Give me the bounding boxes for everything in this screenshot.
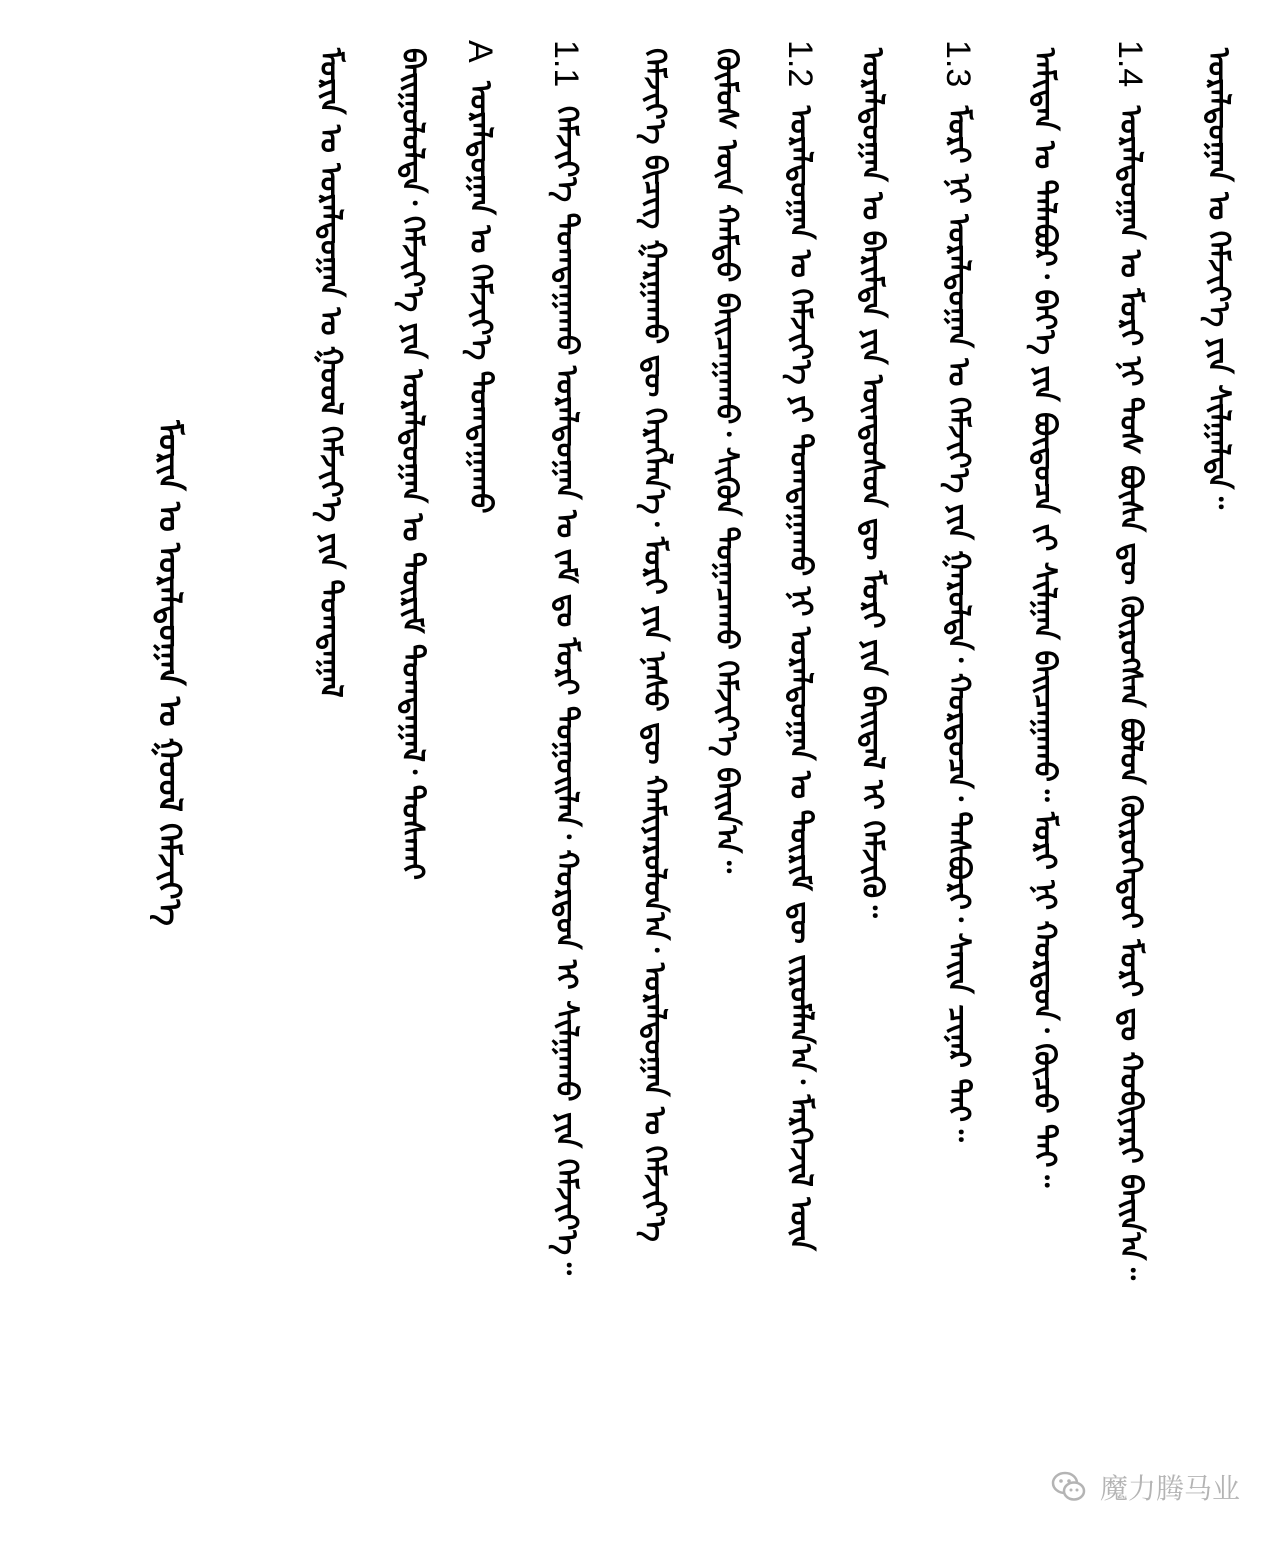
paragraph-text: ᠬᠡᠮᠵᠢᠶ᠎ᠡ ᠲᠣᠭᠲᠠᠭᠠᠬᠤ ᠤᠷᠠᠯᠳᠤᠭᠠᠨ ᠤ ᠵᠠᠮ ᠳᠤ ᠮᠣᠷᠢ ᠳᠤᠭᠤᠢᠯᠠᠨ᠂ ᠬᠤᠷᠳᠤᠨ ᠢ ᠰᠢᠯᠭᠠᠬᠤ ᠶᠢᠨ ᠬᠡᠮᠵᠢᠶ᠎ᠡ᠃ bbox=[549, 105, 584, 1275]
paragraph-column bbox=[1024, 40, 1064, 1520]
wechat-icon bbox=[1050, 1468, 1088, 1506]
paragraph-text: ᠪᠠᠢᠭᠤᠯᠤᠯᠲᠠ᠂ ᠬᠡᠮᠵᠢᠶ᠎ᠡ ᠶᠢᠨ ᠤᠷᠠᠯᠳᠤᠭᠠᠨ ᠤ ᠳᠦᠷᠢᠮ ᠲᠣᠭᠲᠠᠭᠠᠯ᠂ ᠲᠤᠰᠬᠠᠢ bbox=[395, 48, 430, 880]
watermark bbox=[1050, 1462, 1240, 1512]
paragraph-text: ᠤᠷᠠᠯᠳᠤᠭᠠᠨ ᠤ ᠬᠡᠮᠵᠢᠶ᠎ᠡ ᠶᠢᠨ ᠰᠢᠯᠭᠠᠯᠲᠠ᠃ bbox=[1201, 48, 1236, 509]
title-text: ᠮᠣᠷᠢᠨ ᠤ ᠤᠷᠠᠯᠳᠤᠭᠠᠨ ᠤ ᠭᠣᠤᠯ ᠬᠡᠮᠵᠢᠶ᠎ᠡ bbox=[151, 420, 189, 926]
paragraph-column bbox=[852, 40, 892, 1520]
watermark-text: 魔力腾马业 bbox=[1099, 1472, 1240, 1505]
paragraph-text: ᠬᠡᠮᠵᠢᠶ᠎ᠡ ᠪᠢᠴᠢᠭ ᠭᠠᠷᠭᠠᠬᠤ ᠳᠦ ᠬᠡᠷᠡᠭᠯᠡᠨ᠎ᠡ᠂ ᠮᠣᠷᠢ ᠶᠢᠨ ᠨᠠᠰᠤ ᠳᠦ ᠬᠠᠮᠢᠶᠠᠷᠤᠯᠤᠨ᠎ᠠ᠂ ᠤᠷᠠᠯᠳᠤᠭᠠᠨ ᠤ ᠬᠡᠮᠵᠢᠶ᠎ᠡ bbox=[637, 48, 672, 1242]
paragraph-number: 1.3 bbox=[939, 40, 977, 88]
paragraph-column bbox=[706, 40, 746, 1520]
paragraph-text: ᠤᠷᠠᠯᠳᠤᠭᠠᠨ ᠤ ᠬᠡᠮᠵᠢᠶ᠎ᠡ ᠶᠢ ᠲᠣᠭᠲᠠᠭᠠᠬᠤ ᠨᠢ ᠤᠷᠠᠯᠳᠤᠭᠠᠨ ᠤ ᠳᠦᠷᠢᠮ ᠳᠦ ᠵᠢᠷᠤᠮᠯᠠᠨ᠎ᠠ᠂ ᠮᠡᠷᠭᠡᠵᠢᠯ ᠦᠨ bbox=[783, 105, 818, 1251]
paragraph-text: ᠬᠦᠮᠦᠰ ᠦᠨ ᠬᠠᠮᠲᠤ ᠪᠠᠢᠴᠠᠭᠠᠬᠤ᠂ ᠰᠢᠭᠦᠨ ᠲᠣᠭᠠᠴᠠᠬᠤ ᠬᠡᠮᠵᠢᠶ᠎ᠡ ᠪᠠᠢᠨ᠎ᠠ᠃ bbox=[709, 48, 744, 874]
paragraph-column bbox=[460, 40, 500, 1520]
paragraph-text: ᠮᠣᠷᠢ ᠨᠢ ᠤᠷᠠᠯᠳᠤᠭᠠᠨ ᠤ ᠬᠡᠮᠵᠢᠶ᠎ᠡ ᠶᠢᠨ ᠭᠠᠷᠤᠯᠲᠠ᠂ ᠬᠤᠷᠳᠤᠴᠠ᠂ ᠲᠡᠰᠪᠦᠷᠢ᠂ ᠰᠠᠢᠨ ᠴᠢᠨᠠᠷ ᠲᠠᠢ᠃ bbox=[941, 105, 976, 1142]
paragraph-text: ᠤᠷᠠᠯᠳᠤᠭᠠᠨ ᠤ ᠬᠡᠮᠵᠢᠶ᠎ᠡ ᠲᠣᠭᠲᠠᠭᠠᠬᠤ bbox=[463, 81, 498, 514]
paragraph-number: 1.1 bbox=[547, 40, 585, 88]
paragraph-column bbox=[634, 40, 674, 1520]
paragraph-column bbox=[780, 40, 820, 1520]
paragraph-column bbox=[546, 40, 586, 1520]
paragraph-column bbox=[1110, 40, 1150, 1520]
paragraph-text: ᠤᠷᠠᠯᠳᠤᠭᠠᠨ ᠤ ᠮᠣᠷᠢ ᠨᠢ ᠲᠤᠰ ᠪᠦᠰᠡ ᠳᠦ ᠬᠦᠷᠦᠭᠰᠡᠨ ᠪᠣᠯᠤᠨ ᠬᠦᠷᠦᠭᠡᠳᠦᠢ ᠮᠣᠷᠢ ᠳᠤ ᠬᠤᠪᠢᠶᠠᠷᠢ ᠪᠠᠢᠨ᠎ᠠ᠃ bbox=[1113, 105, 1148, 1281]
paragraph-number: 1.4 bbox=[1111, 40, 1149, 88]
paragraph-number: A bbox=[461, 40, 499, 63]
paragraph-text: ᠤᠷᠠᠯᠳᠤᠭᠠᠨ ᠤ ᠪᠠᠷᠢᠮᠲᠠ ᠶᠢᠨ ᠦᠨᠳᠦᠰᠦᠨ ᠳᠦ ᠮᠣᠷᠢ ᠶᠢᠨ ᠪᠠᠢᠳᠠᠯ ᠢ ᠬᠡᠮᠵᠢᠬᠦ᠃ bbox=[855, 48, 890, 918]
paragraph-number: 1.2 bbox=[781, 40, 819, 88]
paragraph-text: ᠮᠣᠷᠢᠨ ᠤ ᠤᠷᠠᠯᠳᠤᠭᠠᠨ ᠤ ᠭᠣᠤᠯ ᠬᠡᠮᠵᠢᠶ᠎ᠡ ᠶᠢᠨ ᠲᠣᠭᠲᠠᠭᠠᠯ bbox=[313, 48, 348, 698]
paragraph-text: ᠠᠮᠢᠲᠠᠨ ᠤ ᠲᠠᠯᠠᠪᠤᠷ᠂ ᠪᠡᠶ᠎ᠡ ᠶᠢᠨ ᠪᠦᠲᠦᠴᠡ ᠵᠢ ᠰᠢᠯᠭᠠᠨ ᠪᠠᠢᠴᠠᠭᠠᠬᠤ᠃ ᠮᠣᠷᠢ ᠨᠢ ᠬᠤᠷᠳᠤᠨ᠂ ᠬᠦᠴᠦ ᠲᠡᠢ᠃ bbox=[1027, 48, 1062, 1188]
document-title bbox=[150, 420, 190, 1140]
paragraph-column bbox=[1198, 40, 1238, 1520]
paragraph-column bbox=[392, 40, 432, 1520]
paragraph-column bbox=[938, 40, 978, 1520]
paragraph-column bbox=[310, 40, 350, 1000]
